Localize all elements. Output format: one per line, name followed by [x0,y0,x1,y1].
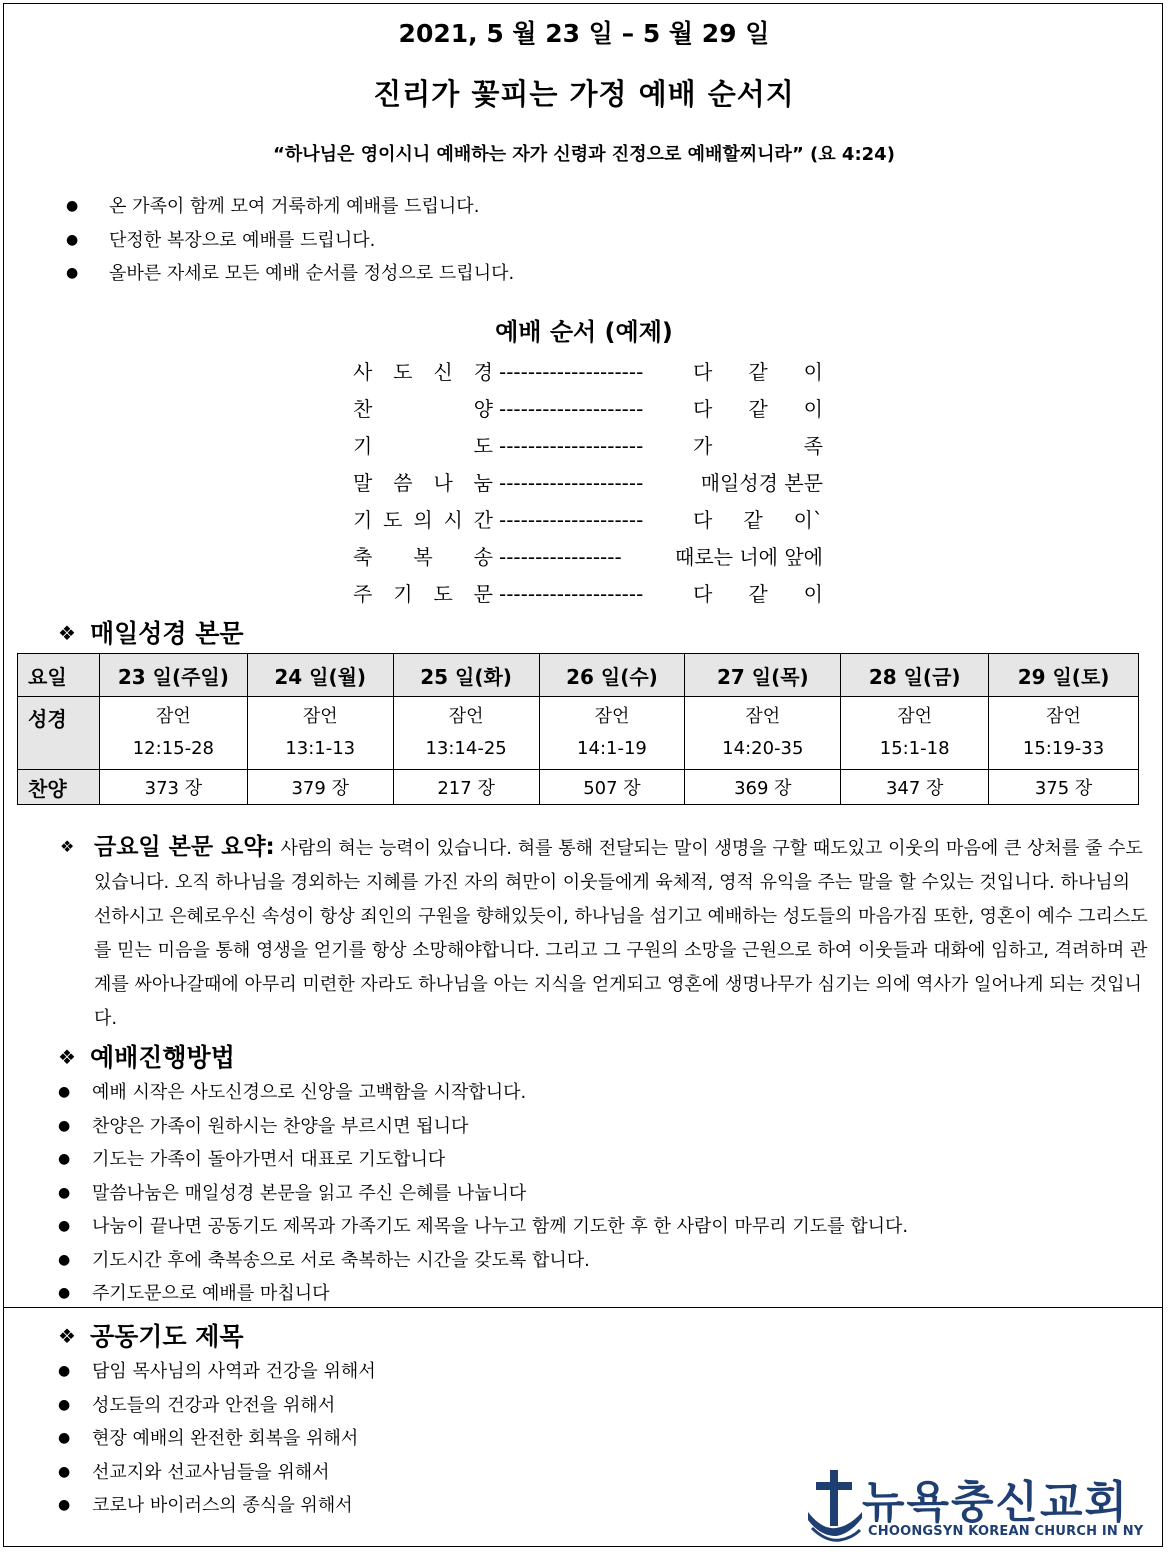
list-item: ● 담임 목사님의 사역과 건강을 위해서 [58,1355,376,1389]
table-row [18,697,1139,770]
table-corner-label: 요일 [18,654,100,697]
day-header: 24 일(월) [247,654,393,697]
list-item: ● 코로나 바이러스의 종식을 위해서 [58,1489,376,1523]
table-cell: 375 장 [989,770,1139,805]
diamond-bullet-icon: ❖ [58,621,76,645]
order-value: 매일성경 본문 [700,471,823,495]
list-item: ● 예배 시작은 사도신경으로 신앙을 고백함을 시작합니다. [58,1076,908,1110]
worship-order-item [353,502,823,539]
order-value: 때로는 너에 앞에 [675,545,823,569]
table-cell: 잠언 12:15-28 [99,697,247,770]
bullet-icon: ● [58,1497,71,1513]
order-dash-leader: ----------------- [499,545,622,569]
procedure-list [58,1076,908,1311]
worship-order-item [353,576,823,613]
bible-reading-table [17,653,1139,805]
row-label: 성경 [18,697,100,770]
day-header: 28 일(금) [841,654,989,697]
procedure-heading: ❖ 예배진행방법 [58,1043,235,1072]
list-item: ● 나눔이 끝나면 공동기도 제목과 가족기도 제목을 나누고 함께 기도한 후 한 사람이 마무리 기도를 합니다. [58,1210,908,1244]
table-cell: 217 장 [393,770,539,805]
worship-order-item [353,465,823,502]
list-item: ● 성도들의 건강과 안전을 위해서 [58,1389,376,1423]
bullet-icon: ● [58,1285,71,1301]
bullet-icon: ● [58,1430,71,1446]
bullet-icon: ● [58,1084,71,1100]
list-item: ● 기도시간 후에 축복송으로 서로 축복하는 시간을 갖도록 합니다. [58,1244,908,1278]
church-logo [806,1466,1151,1544]
diamond-bullet-icon: ❖ [58,1045,76,1069]
worship-order-item [353,354,823,391]
diamond-bullet-icon: ❖ [58,1324,76,1348]
order-value: 다 같 이` [693,508,823,532]
list-item: ● 현장 예배의 완전한 회복을 위해서 [58,1422,376,1456]
summary-heading: 금요일 본문 요약: [94,834,275,860]
order-label: 주 기 도 문 [353,582,493,606]
order-label: 찬 양 [353,397,493,421]
order-dash-leader: -------------------- [499,582,644,606]
friday-summary [60,830,1150,1036]
list-item: ● 기도는 가족이 돌아가면서 대표로 기도합니다 [58,1143,908,1177]
bullet-icon: ● [58,1218,71,1234]
list-item: ● 온 가족이 함께 모여 거룩하게 예배를 드립니다. [66,190,514,224]
order-label: 기 도 의 시 간 [353,508,493,532]
table-cell: 잠언 15:19-33 [989,697,1139,770]
day-header: 23 일(주일) [99,654,247,697]
order-dash-leader: -------------------- [499,471,644,495]
bullet-icon: ● [58,1363,71,1379]
table-row [18,770,1139,805]
table-cell: 379 장 [247,770,393,805]
table-cell: 잠언 14:20-35 [685,697,841,770]
order-label: 기 도 [353,434,493,458]
diamond-bullet-icon: ❖ [60,837,75,856]
bullet-icon: ● [58,1463,71,1480]
page-title: 진리가 꽃피는 가정 예배 순서지 [373,77,795,111]
bullet-icon: ● [58,1396,71,1413]
table-header-row [18,654,1139,697]
summary-text: 사람의 혀는 능력이 있습니다. 혀를 통해 전달되는 말이 생명을 구할 때도있고 이웃의 마음에 큰 상처를 줄 수도있습니다. 오직 하나님을 경외하는 지혜를 가진 자의 혀만이 이웃들에게 육체적, 영적 유익을 주는 말을 할 수있는 것입니다. 하나님의 선하시고 은혜로우신 속성이 항상 죄인의 구원을 향해있듯이, 하나님을 섬기고 예배하는 성도들의 마음가짐 또한, 영혼이 예수 그리스도를 믿는 미음을 통해 영생을 얻기를 항상 소망해야합니다. 그리고 그 구원의 소망을 근원으로 하여 이웃들과 대화에 임하고, 격려하며 관계를 싸아나갈때에 아무리 미련한 자라도 하나님을 아는 지식을 얻게되고 영혼에 생명나무가 심기는 의에 역사가 일어나게 되는 것입니다. [94,838,1148,1029]
worship-order-item [353,391,823,428]
order-dash-leader: -------------------- [499,360,644,384]
list-item: ● 올바른 자세로 모든 예배 순서를 정성으로 드립니다. [66,257,514,291]
day-header: 27 일(목) [685,654,841,697]
bullet-icon: ● [66,198,79,214]
order-dash-leader: -------------------- [499,397,644,421]
prayer-heading: ❖ 공동기도 제목 [58,1322,244,1351]
day-header: 29 일(토) [989,654,1139,697]
day-header: 25 일(화) [393,654,539,697]
order-label: 축 복 송 [353,545,493,569]
bullet-icon: ● [58,1251,71,1268]
table-cell: 잠언 13:1-13 [247,697,393,770]
bullet-icon: ● [58,1117,71,1134]
table-cell: 잠언 13:14-25 [393,697,539,770]
list-item: ● 선교지와 선교사님들을 위해서 [58,1456,376,1490]
order-value: 다 같 이 [693,397,823,421]
date-range: 2021, 5 월 23 일 – 5 월 29 일 [398,19,770,48]
list-item: ● 찬양은 가족이 원하시는 찬양을 부르시면 됩니다 [58,1110,908,1144]
order-value: 가 족 [693,434,823,458]
order-value: 다 같 이 [693,582,823,606]
order-value: 다 같 이 [693,360,823,384]
table-cell: 잠언 14:1-19 [539,697,685,770]
bullet-icon: ● [58,1151,71,1167]
bible-section-heading: ❖ 매일성경 본문 [58,619,244,648]
cross-wave-icon [806,1466,866,1544]
list-item: ● 단정한 복장으로 예배를 드립니다. [66,224,514,258]
worship-order-title: 예배 순서 (예제) [495,318,673,346]
intro-bullet-list [66,190,514,291]
prayer-list [58,1355,376,1523]
row-label: 찬양 [18,770,100,805]
bullet-icon: ● [58,1184,71,1201]
table-cell: 373 장 [99,770,247,805]
order-dash-leader: -------------------- [499,508,644,532]
worship-order-item [353,428,823,465]
order-label: 말 씀 나 눔 [353,471,493,495]
worship-order-item [353,539,823,576]
church-subtitle: CHOONGSYN KOREAN CHURCH IN NY [868,1524,1144,1539]
order-dash-leader: -------------------- [499,434,644,458]
bullet-icon: ● [66,231,79,248]
order-label: 사 도 신 경 [353,360,493,384]
bullet-icon: ● [66,265,79,281]
table-cell: 507 장 [539,770,685,805]
table-cell: 잠언 15:1-18 [841,697,989,770]
day-header: 26 일(수) [539,654,685,697]
bible-verse: “하나님은 영이시니 예배하는 자가 신령과 진정으로 예배할찌니라” (요 4:24) [273,144,895,165]
list-item: ● 말씀나눔은 매일성경 본문을 읽고 주신 은혜를 나눕니다 [58,1177,908,1211]
list-item: ● 주기도문으로 예배를 마칩니다 [58,1277,908,1311]
church-name: 뉴욕충신교회 [862,1477,1130,1528]
table-cell: 347 장 [841,770,989,805]
table-cell: 369 장 [685,770,841,805]
